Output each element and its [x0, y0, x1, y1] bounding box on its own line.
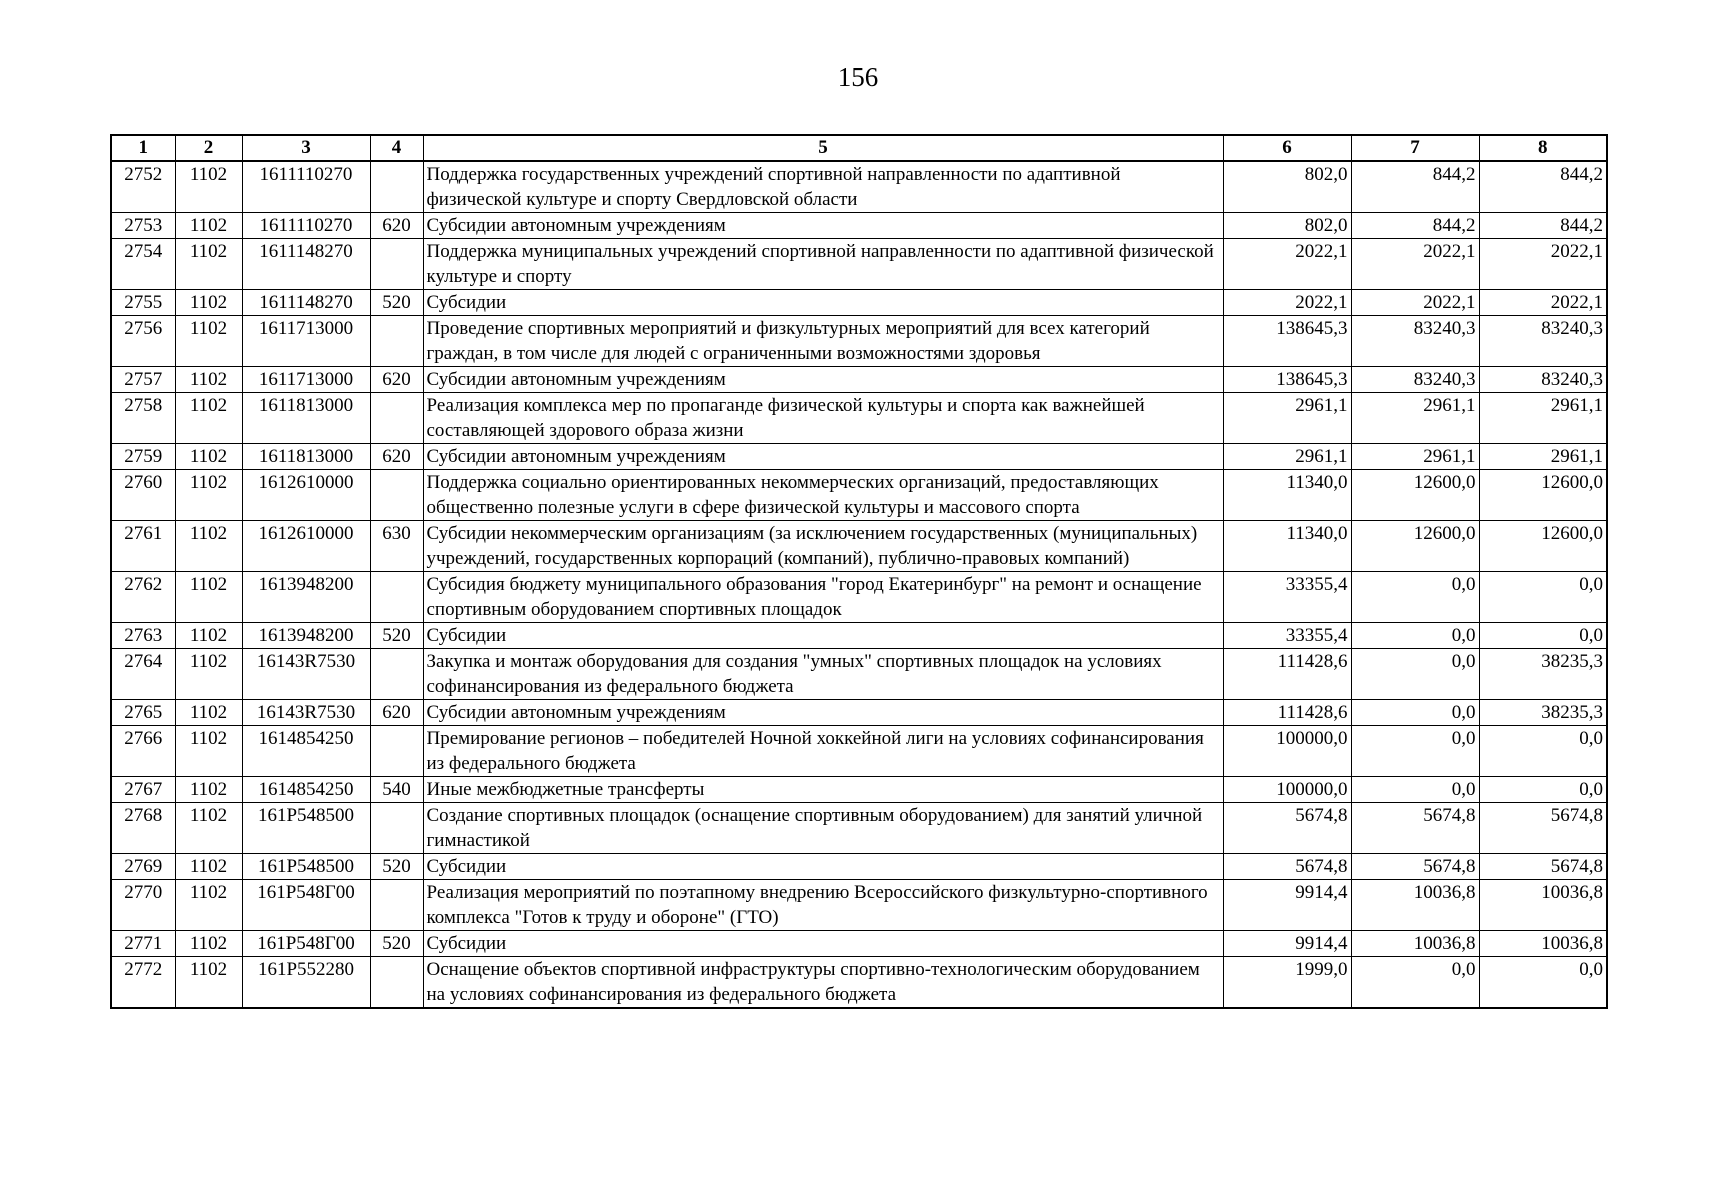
table-row	[111, 470, 1607, 521]
amount-col-7: 83240,3	[1351, 316, 1479, 367]
item-name: Субсидии	[423, 854, 1223, 880]
amount-col-6: 2022,1	[1223, 239, 1351, 290]
header-col-7: 7	[1351, 135, 1479, 161]
item-name: Поддержка муниципальных учреждений спортивной направленности по адаптивной физической культуре и спорту	[423, 239, 1223, 290]
section-code: 1102	[175, 700, 242, 726]
section-code: 1102	[175, 649, 242, 700]
item-name: Субсидия бюджету муниципального образования "город Екатеринбург" на ремонт и оснащение спортивным оборудованием спортивных площадок	[423, 572, 1223, 623]
amount-col-6: 11340,0	[1223, 470, 1351, 521]
amount-col-6: 802,0	[1223, 161, 1351, 213]
amount-col-6: 5674,8	[1223, 854, 1351, 880]
expense-type-code	[370, 957, 423, 1009]
amount-col-7: 0,0	[1351, 572, 1479, 623]
target-article-code: 1611148270	[242, 239, 370, 290]
amount-col-7: 0,0	[1351, 777, 1479, 803]
amount-col-8: 2022,1	[1479, 239, 1607, 290]
row-number: 2763	[111, 623, 175, 649]
row-number: 2771	[111, 931, 175, 957]
amount-col-7: 5674,8	[1351, 854, 1479, 880]
item-name: Поддержка социально ориентированных некоммерческих организаций, предоставляющих общественно полезные услуги в сфере физической культуры и массового спорта	[423, 470, 1223, 521]
section-code: 1102	[175, 367, 242, 393]
target-article-code: 1611110270	[242, 213, 370, 239]
budget-table	[110, 134, 1608, 1009]
item-name: Субсидии некоммерческим организациям (за исключением государственных (муниципальных) учреждений, государственных корпораций (компаний), публично-правовых компаний)	[423, 521, 1223, 572]
amount-col-8: 2961,1	[1479, 444, 1607, 470]
amount-col-7: 12600,0	[1351, 470, 1479, 521]
header-col-3: 3	[242, 135, 370, 161]
table-row	[111, 649, 1607, 700]
amount-col-8: 0,0	[1479, 726, 1607, 777]
target-article-code: 1611713000	[242, 316, 370, 367]
row-number: 2759	[111, 444, 175, 470]
amount-col-6: 2022,1	[1223, 290, 1351, 316]
amount-col-8: 38235,3	[1479, 649, 1607, 700]
target-article-code: 1611148270	[242, 290, 370, 316]
table-row	[111, 521, 1607, 572]
target-article-code: 161P548Г00	[242, 931, 370, 957]
header-col-6: 6	[1223, 135, 1351, 161]
table-row	[111, 444, 1607, 470]
row-number: 2755	[111, 290, 175, 316]
row-number: 2758	[111, 393, 175, 444]
header-col-2: 2	[175, 135, 242, 161]
item-name: Создание спортивных площадок (оснащение спортивным оборудованием) для занятий уличной гимнастикой	[423, 803, 1223, 854]
section-code: 1102	[175, 854, 242, 880]
table-row	[111, 572, 1607, 623]
table-row	[111, 290, 1607, 316]
table-row	[111, 316, 1607, 367]
table-row	[111, 777, 1607, 803]
target-article-code: 1612610000	[242, 521, 370, 572]
expense-type-code: 540	[370, 777, 423, 803]
item-name: Закупка и монтаж оборудования для создания "умных" спортивных площадок на условиях софинансирования из федерального бюджета	[423, 649, 1223, 700]
section-code: 1102	[175, 931, 242, 957]
row-number: 2754	[111, 239, 175, 290]
amount-col-8: 83240,3	[1479, 316, 1607, 367]
expense-type-code: 520	[370, 623, 423, 649]
target-article-code: 161P548Г00	[242, 880, 370, 931]
amount-col-7: 0,0	[1351, 649, 1479, 700]
row-number: 2760	[111, 470, 175, 521]
header-col-1: 1	[111, 135, 175, 161]
amount-col-7: 2022,1	[1351, 290, 1479, 316]
expense-type-code: 520	[370, 854, 423, 880]
amount-col-7: 0,0	[1351, 957, 1479, 1009]
row-number: 2767	[111, 777, 175, 803]
amount-col-7: 844,2	[1351, 161, 1479, 213]
expense-type-code: 620	[370, 444, 423, 470]
section-code: 1102	[175, 957, 242, 1009]
item-name: Поддержка государственных учреждений спортивной направленности по адаптивной физической культуре и спорту Свердловской области	[423, 161, 1223, 213]
amount-col-8: 844,2	[1479, 161, 1607, 213]
section-code: 1102	[175, 623, 242, 649]
item-name: Иные межбюджетные трансферты	[423, 777, 1223, 803]
amount-col-6: 100000,0	[1223, 726, 1351, 777]
expense-type-code	[370, 649, 423, 700]
table-row	[111, 726, 1607, 777]
header-col-8: 8	[1479, 135, 1607, 161]
target-article-code: 1612610000	[242, 470, 370, 521]
amount-col-6: 802,0	[1223, 213, 1351, 239]
expense-type-code: 520	[370, 931, 423, 957]
table-row	[111, 161, 1607, 213]
expense-type-code	[370, 803, 423, 854]
target-article-code: 161P552280	[242, 957, 370, 1009]
amount-col-8: 12600,0	[1479, 470, 1607, 521]
target-article-code: 161P548500	[242, 803, 370, 854]
section-code: 1102	[175, 777, 242, 803]
item-name: Реализация мероприятий по поэтапному внедрению Всероссийского физкультурно-спортивного комплекса "Готов к труду и обороне" (ГТО)	[423, 880, 1223, 931]
amount-col-7: 2022,1	[1351, 239, 1479, 290]
header-row	[111, 135, 1607, 161]
amount-col-7: 12600,0	[1351, 521, 1479, 572]
amount-col-7: 83240,3	[1351, 367, 1479, 393]
table-row	[111, 957, 1607, 1009]
row-number: 2768	[111, 803, 175, 854]
row-number: 2753	[111, 213, 175, 239]
item-name: Субсидии автономным учреждениям	[423, 700, 1223, 726]
amount-col-8: 12600,0	[1479, 521, 1607, 572]
target-article-code: 1614854250	[242, 777, 370, 803]
row-number: 2770	[111, 880, 175, 931]
section-code: 1102	[175, 316, 242, 367]
section-code: 1102	[175, 444, 242, 470]
amount-col-6: 5674,8	[1223, 803, 1351, 854]
expense-type-code: 620	[370, 213, 423, 239]
item-name: Реализация комплекса мер по пропаганде физической культуры и спорта как важнейшей составляющей здорового образа жизни	[423, 393, 1223, 444]
item-name: Субсидии	[423, 623, 1223, 649]
section-code: 1102	[175, 213, 242, 239]
amount-col-6: 2961,1	[1223, 393, 1351, 444]
amount-col-7: 0,0	[1351, 700, 1479, 726]
expense-type-code	[370, 470, 423, 521]
amount-col-8: 10036,8	[1479, 931, 1607, 957]
row-number: 2757	[111, 367, 175, 393]
item-name: Проведение спортивных мероприятий и физкультурных мероприятий для всех категорий граждан, в том числе для людей с ограниченными возможностями здоровья	[423, 316, 1223, 367]
expense-type-code: 620	[370, 367, 423, 393]
amount-col-8: 10036,8	[1479, 880, 1607, 931]
amount-col-6: 1999,0	[1223, 957, 1351, 1009]
amount-col-7: 2961,1	[1351, 444, 1479, 470]
amount-col-7: 2961,1	[1351, 393, 1479, 444]
expense-type-code	[370, 880, 423, 931]
amount-col-7: 844,2	[1351, 213, 1479, 239]
amount-col-8: 844,2	[1479, 213, 1607, 239]
amount-col-8: 0,0	[1479, 572, 1607, 623]
target-article-code: 1611110270	[242, 161, 370, 213]
amount-col-8: 5674,8	[1479, 854, 1607, 880]
amount-col-8: 83240,3	[1479, 367, 1607, 393]
item-name: Субсидии автономным учреждениям	[423, 444, 1223, 470]
expense-type-code	[370, 572, 423, 623]
expense-type-code	[370, 239, 423, 290]
target-article-code: 161P548500	[242, 854, 370, 880]
header-col-4: 4	[370, 135, 423, 161]
section-code: 1102	[175, 726, 242, 777]
section-code: 1102	[175, 290, 242, 316]
amount-col-7: 0,0	[1351, 623, 1479, 649]
table-row	[111, 213, 1607, 239]
amount-col-6: 33355,4	[1223, 623, 1351, 649]
amount-col-6: 111428,6	[1223, 700, 1351, 726]
section-code: 1102	[175, 803, 242, 854]
item-name: Субсидии автономным учреждениям	[423, 367, 1223, 393]
item-name: Субсидии автономным учреждениям	[423, 213, 1223, 239]
amount-col-8: 5674,8	[1479, 803, 1607, 854]
amount-col-6: 11340,0	[1223, 521, 1351, 572]
section-code: 1102	[175, 572, 242, 623]
table-row	[111, 393, 1607, 444]
target-article-code: 1611813000	[242, 444, 370, 470]
header-col-5: 5	[423, 135, 1223, 161]
expense-type-code	[370, 726, 423, 777]
section-code: 1102	[175, 239, 242, 290]
amount-col-7: 0,0	[1351, 726, 1479, 777]
page-number: 156	[837, 62, 879, 92]
row-number: 2756	[111, 316, 175, 367]
item-name: Субсидии	[423, 290, 1223, 316]
item-name: Субсидии	[423, 931, 1223, 957]
table-row	[111, 931, 1607, 957]
item-name: Премирование регионов – победителей Ночной хоккейной лиги на условиях софинансирования из федерального бюджета	[423, 726, 1223, 777]
target-article-code: 1611813000	[242, 393, 370, 444]
expense-type-code: 630	[370, 521, 423, 572]
table-row	[111, 239, 1607, 290]
row-number: 2765	[111, 700, 175, 726]
amount-col-6: 138645,3	[1223, 367, 1351, 393]
table-row	[111, 623, 1607, 649]
table-row	[111, 367, 1607, 393]
target-article-code: 1614854250	[242, 726, 370, 777]
target-article-code: 1611713000	[242, 367, 370, 393]
amount-col-6: 138645,3	[1223, 316, 1351, 367]
amount-col-7: 10036,8	[1351, 880, 1479, 931]
expense-type-code	[370, 161, 423, 213]
expense-type-code	[370, 316, 423, 367]
table-row	[111, 880, 1607, 931]
amount-col-6: 2961,1	[1223, 444, 1351, 470]
row-number: 2762	[111, 572, 175, 623]
row-number: 2766	[111, 726, 175, 777]
amount-col-7: 10036,8	[1351, 931, 1479, 957]
section-code: 1102	[175, 470, 242, 521]
expense-type-code: 520	[370, 290, 423, 316]
target-article-code: 16143R7530	[242, 649, 370, 700]
expense-type-code: 620	[370, 700, 423, 726]
row-number: 2764	[111, 649, 175, 700]
table-row	[111, 854, 1607, 880]
table-row	[111, 803, 1607, 854]
amount-col-8: 2022,1	[1479, 290, 1607, 316]
target-article-code: 16143R7530	[242, 700, 370, 726]
amount-col-8: 38235,3	[1479, 700, 1607, 726]
target-article-code: 1613948200	[242, 623, 370, 649]
table-row	[111, 700, 1607, 726]
amount-col-8: 0,0	[1479, 777, 1607, 803]
amount-col-6: 111428,6	[1223, 649, 1351, 700]
amount-col-8: 0,0	[1479, 623, 1607, 649]
amount-col-8: 0,0	[1479, 957, 1607, 1009]
section-code: 1102	[175, 880, 242, 931]
row-number: 2769	[111, 854, 175, 880]
amount-col-7: 5674,8	[1351, 803, 1479, 854]
amount-col-6: 33355,4	[1223, 572, 1351, 623]
amount-col-8: 2961,1	[1479, 393, 1607, 444]
amount-col-6: 100000,0	[1223, 777, 1351, 803]
expense-type-code	[370, 393, 423, 444]
amount-col-6: 9914,4	[1223, 880, 1351, 931]
item-name: Оснащение объектов спортивной инфраструктуры спортивно-технологическим оборудованием на условиях софинансирования из федерального бюджета	[423, 957, 1223, 1009]
row-number: 2752	[111, 161, 175, 213]
section-code: 1102	[175, 161, 242, 213]
row-number: 2772	[111, 957, 175, 1009]
section-code: 1102	[175, 393, 242, 444]
section-code: 1102	[175, 521, 242, 572]
amount-col-6: 9914,4	[1223, 931, 1351, 957]
target-article-code: 1613948200	[242, 572, 370, 623]
row-number: 2761	[111, 521, 175, 572]
